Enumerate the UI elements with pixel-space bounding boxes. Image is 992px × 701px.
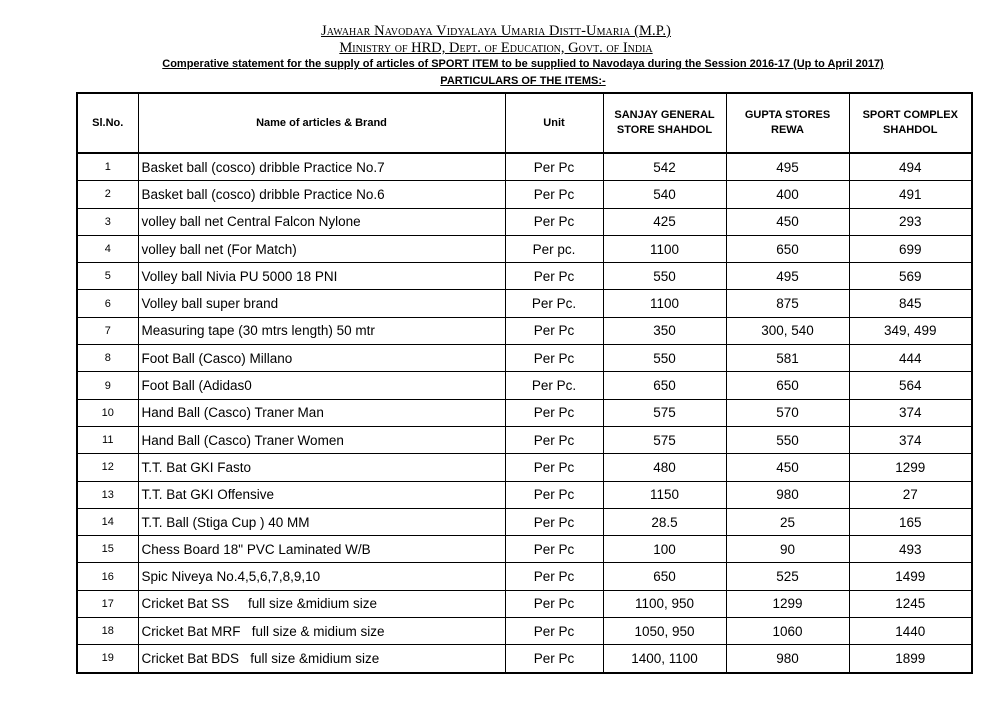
cell-slno: 17: [77, 590, 138, 617]
cell-slno: 7: [77, 317, 138, 344]
table-row: [77, 153, 972, 181]
cell-item-name: T.T. Ball (Stiga Cup ) 40 MM: [138, 508, 505, 535]
cell-unit: Per Pc: [505, 153, 603, 181]
col-header-unit: Unit: [505, 93, 603, 153]
col-header-vendor3: [849, 93, 972, 153]
table-row: [77, 181, 972, 208]
cell-unit: Per Pc: [505, 645, 603, 673]
cell-slno: 12: [77, 454, 138, 481]
cell-vendor1-price: 540: [603, 181, 726, 208]
cell-vendor1-price: 28.5: [603, 508, 726, 535]
cell-unit: Per pc.: [505, 235, 603, 262]
col-header-vendor1-line1: SANJAY GENERAL: [614, 109, 715, 121]
cell-unit: Per Pc: [505, 481, 603, 508]
cell-item-name: Hand Ball (Casco) Traner Women: [138, 426, 505, 453]
cell-slno: 9: [77, 372, 138, 399]
cell-slno: 3: [77, 208, 138, 235]
cell-unit: Per Pc: [505, 317, 603, 344]
cell-unit: Per Pc: [505, 181, 603, 208]
ministry-title: Ministry of HRD, Dept. of Education, Govt. of India: [339, 40, 653, 56]
table-row: [77, 208, 972, 235]
cell-vendor1-price: 425: [603, 208, 726, 235]
col-header-vendor1-line2: STORE SHAHDOL: [616, 124, 713, 136]
cell-slno: 1: [77, 153, 138, 181]
cell-item-name: Hand Ball (Casco) Traner Man: [138, 399, 505, 426]
col-header-vendor1: [603, 93, 726, 153]
table-row: [77, 317, 972, 344]
cell-slno: 15: [77, 536, 138, 563]
cell-vendor2-price: 650: [726, 372, 849, 399]
cell-vendor2-price: 581: [726, 345, 849, 372]
table-row: [77, 290, 972, 317]
particulars-heading: PARTICULARS OF THE ITEMS:-: [440, 75, 606, 87]
school-title: Jawahar Navodaya Vidyalaya Umaria Distt-Umaria (M.P.): [321, 23, 671, 39]
table-row: [77, 645, 972, 673]
cell-vendor1-price: 550: [603, 263, 726, 290]
cell-slno: 5: [77, 263, 138, 290]
cell-item-name: Foot Ball (Casco) Millano: [138, 345, 505, 372]
cell-vendor2-price: 495: [726, 153, 849, 181]
cell-vendor1-price: 1150: [603, 481, 726, 508]
cell-unit: Per Pc: [505, 208, 603, 235]
col-header-slno: Sl.No.: [77, 93, 138, 153]
col-header-vendor2-line2: REWA: [771, 124, 804, 136]
cell-slno: 6: [77, 290, 138, 317]
cell-vendor3-price: 491: [849, 181, 972, 208]
cell-item-name: volley ball net Central Falcon Nylone: [138, 208, 505, 235]
cell-slno: 19: [77, 645, 138, 673]
cell-unit: Per Pc: [505, 563, 603, 590]
cell-slno: 14: [77, 508, 138, 535]
cell-vendor3-price: 165: [849, 508, 972, 535]
cell-unit: Per Pc: [505, 536, 603, 563]
col-header-vendor3-line1: SPORT COMPLEX: [862, 109, 958, 121]
cell-slno: 8: [77, 345, 138, 372]
cell-vendor3-price: 349, 499: [849, 317, 972, 344]
cell-unit: Per Pc: [505, 590, 603, 617]
cell-item-name: Foot Ball (Adidas0: [138, 372, 505, 399]
cell-unit: Per Pc: [505, 263, 603, 290]
table-row: [77, 508, 972, 535]
cell-vendor3-price: 699: [849, 235, 972, 262]
cell-vendor1-price: 575: [603, 399, 726, 426]
cell-vendor2-price: 450: [726, 208, 849, 235]
cell-item-name: T.T. Bat GKI Offensive: [138, 481, 505, 508]
cell-vendor1-price: 1100, 950: [603, 590, 726, 617]
cell-slno: 13: [77, 481, 138, 508]
cell-unit: Per Pc: [505, 454, 603, 481]
cell-vendor3-price: 564: [849, 372, 972, 399]
cell-unit: Per Pc: [505, 618, 603, 645]
statement-title: Comperative statement for the supply of articles of SPORT ITEM to be supplied to Navodaya during the Session 2016-17 (Up to April 2017): [162, 58, 884, 70]
cell-slno: 4: [77, 235, 138, 262]
col-header-vendor2: [726, 93, 849, 153]
cell-unit: Per Pc: [505, 345, 603, 372]
table-row: [77, 372, 972, 399]
cell-vendor1-price: 575: [603, 426, 726, 453]
table-row: [77, 263, 972, 290]
table-row: [77, 235, 972, 262]
cell-item-name: T.T. Bat GKI Fasto: [138, 454, 505, 481]
cell-vendor3-price: 1299: [849, 454, 972, 481]
cell-vendor2-price: 525: [726, 563, 849, 590]
cell-vendor3-price: 493: [849, 536, 972, 563]
comparison-table: [76, 92, 973, 674]
table-row: [77, 536, 972, 563]
cell-vendor1-price: 100: [603, 536, 726, 563]
cell-item-name: Cricket Bat MRF full size & midium size: [138, 618, 505, 645]
cell-slno: 18: [77, 618, 138, 645]
cell-vendor1-price: 650: [603, 372, 726, 399]
cell-item-name: Spic Niveya No.4,5,6,7,8,9,10: [138, 563, 505, 590]
cell-vendor2-price: 650: [726, 235, 849, 262]
cell-vendor2-price: 90: [726, 536, 849, 563]
cell-item-name: volley ball net (For Match): [138, 235, 505, 262]
cell-slno: 16: [77, 563, 138, 590]
col-header-vendor2-line1: GUPTA STORES: [744, 109, 831, 121]
cell-vendor1-price: 542: [603, 153, 726, 181]
cell-item-name: Measuring tape (30 mtrs length) 50 mtr: [138, 317, 505, 344]
cell-item-name: Cricket Bat SS full size &midium size: [138, 590, 505, 617]
cell-vendor2-price: 450: [726, 454, 849, 481]
cell-vendor3-price: 569: [849, 263, 972, 290]
cell-vendor3-price: 374: [849, 426, 972, 453]
table-row: [77, 618, 972, 645]
cell-vendor2-price: 570: [726, 399, 849, 426]
cell-unit: Per Pc.: [505, 372, 603, 399]
table-row: [77, 454, 972, 481]
cell-vendor2-price: 300, 540: [726, 317, 849, 344]
cell-vendor3-price: 1440: [849, 618, 972, 645]
cell-vendor1-price: 1400, 1100: [603, 645, 726, 673]
cell-unit: Per Pc: [505, 399, 603, 426]
cell-slno: 2: [77, 181, 138, 208]
cell-vendor1-price: 1050, 950: [603, 618, 726, 645]
cell-vendor3-price: 1499: [849, 563, 972, 590]
table-row: [77, 426, 972, 453]
cell-vendor2-price: 980: [726, 645, 849, 673]
cell-item-name: Basket ball (cosco) dribble Practice No.7: [138, 153, 505, 181]
cell-vendor2-price: 495: [726, 263, 849, 290]
cell-item-name: Chess Board 18" PVC Laminated W/B: [138, 536, 505, 563]
col-header-vendor3-line2: SHAHDOL: [883, 124, 938, 136]
cell-item-name: Cricket Bat BDS full size &midium size: [138, 645, 505, 673]
table-row: [77, 590, 972, 617]
table-header-row: [77, 93, 972, 153]
cell-vendor1-price: 350: [603, 317, 726, 344]
cell-item-name: Volley ball super brand: [138, 290, 505, 317]
table-row: [77, 399, 972, 426]
cell-vendor3-price: 1899: [849, 645, 972, 673]
cell-vendor3-price: 293: [849, 208, 972, 235]
cell-vendor2-price: 25: [726, 508, 849, 535]
cell-vendor3-price: 444: [849, 345, 972, 372]
cell-vendor3-price: 374: [849, 399, 972, 426]
cell-item-name: Volley ball Nivia PU 5000 18 PNI: [138, 263, 505, 290]
cell-vendor1-price: 550: [603, 345, 726, 372]
cell-vendor2-price: 550: [726, 426, 849, 453]
cell-vendor3-price: 845: [849, 290, 972, 317]
cell-vendor2-price: 1299: [726, 590, 849, 617]
cell-vendor2-price: 875: [726, 290, 849, 317]
cell-slno: 11: [77, 426, 138, 453]
cell-unit: Per Pc: [505, 426, 603, 453]
cell-item-name: Basket ball (cosco) dribble Practice No.6: [138, 181, 505, 208]
table-row: [77, 481, 972, 508]
cell-vendor1-price: 480: [603, 454, 726, 481]
cell-vendor3-price: 1245: [849, 590, 972, 617]
cell-vendor3-price: 494: [849, 153, 972, 181]
cell-slno: 10: [77, 399, 138, 426]
table-row: [77, 563, 972, 590]
cell-unit: Per Pc.: [505, 290, 603, 317]
cell-vendor1-price: 1100: [603, 235, 726, 262]
cell-vendor1-price: 650: [603, 563, 726, 590]
cell-vendor1-price: 1100: [603, 290, 726, 317]
cell-vendor2-price: 400: [726, 181, 849, 208]
cell-vendor3-price: 27: [849, 481, 972, 508]
cell-unit: Per Pc: [505, 508, 603, 535]
cell-vendor2-price: 980: [726, 481, 849, 508]
col-header-name: Name of articles & Brand: [138, 93, 505, 153]
table-row: [77, 345, 972, 372]
cell-vendor2-price: 1060: [726, 618, 849, 645]
